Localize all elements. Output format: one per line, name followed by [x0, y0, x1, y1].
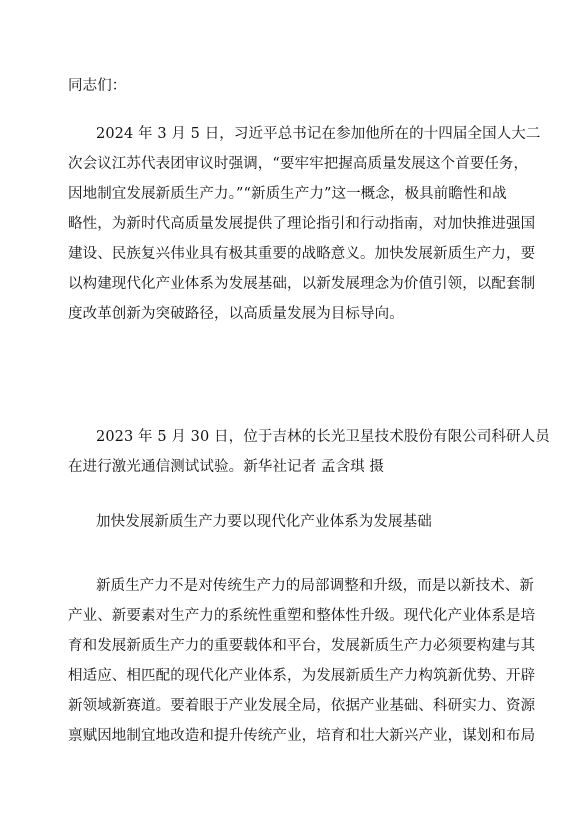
paragraph-line: 略性，为新时代高质量发展提供了理论指引和行动指南，对加快推进强国 — [68, 216, 536, 232]
paragraph-line: 新领域新赛道。要着眼于产业发展全局，依据产业基础、科研实力、资源 — [68, 698, 536, 714]
salutation: 同志们： — [68, 78, 127, 94]
paragraph-line: 2024 年 3 月 5 日，习近平总书记在参加他所在的十四届全国人大二 — [96, 126, 541, 142]
paragraph-line: 相适应、相匹配的现代化产业体系，为发展新质生产力构筑新优势、开辟 — [68, 668, 536, 684]
paragraph-line: 建设、民族复兴伟业具有极其重要的战略意义。加快发展新质生产力，要 — [68, 246, 536, 262]
paragraph-line: 育和发展新质生产力的重要载体和平台，发展新质生产力必须要构建与其 — [68, 638, 536, 654]
section-heading: 加快发展新质生产力要以现代化产业体系为发展基础 — [96, 514, 432, 530]
paragraph-line: 新质生产力不是对传统生产力的局部调整和升级，而是以新技术、新 — [96, 578, 534, 594]
paragraph-line: 以构建现代化产业体系为发展基础，以新发展理念为价值引领，以配套制 — [68, 276, 536, 292]
paragraph-line: 产业、新要素对生产力的系统性重塑和整体性升级。现代化产业体系是培 — [68, 608, 536, 624]
caption-line: 2023 年 5 月 30 日，位于吉林的长光卫星技术股份有限公司科研人员 — [96, 429, 550, 445]
paragraph-line: 禀赋因地制宜地改造和提升传统产业，培育和壮大新兴产业，谋划和布局 — [68, 728, 536, 744]
paragraph-line: 度改革创新为突破路径，以高质量发展为目标导向。 — [68, 306, 404, 322]
caption-line: 在进行激光通信测试试验。新华社记者 孟含琪 摄 — [68, 459, 385, 475]
paragraph-line: 因地制宜发展新质生产力。”“新质生产力”这一概念，极具前瞻性和战 — [68, 186, 507, 202]
paragraph-line: 次会议江苏代表团审议时强调，“要牢牢把握高质量发展这个首要任务， — [68, 156, 529, 172]
